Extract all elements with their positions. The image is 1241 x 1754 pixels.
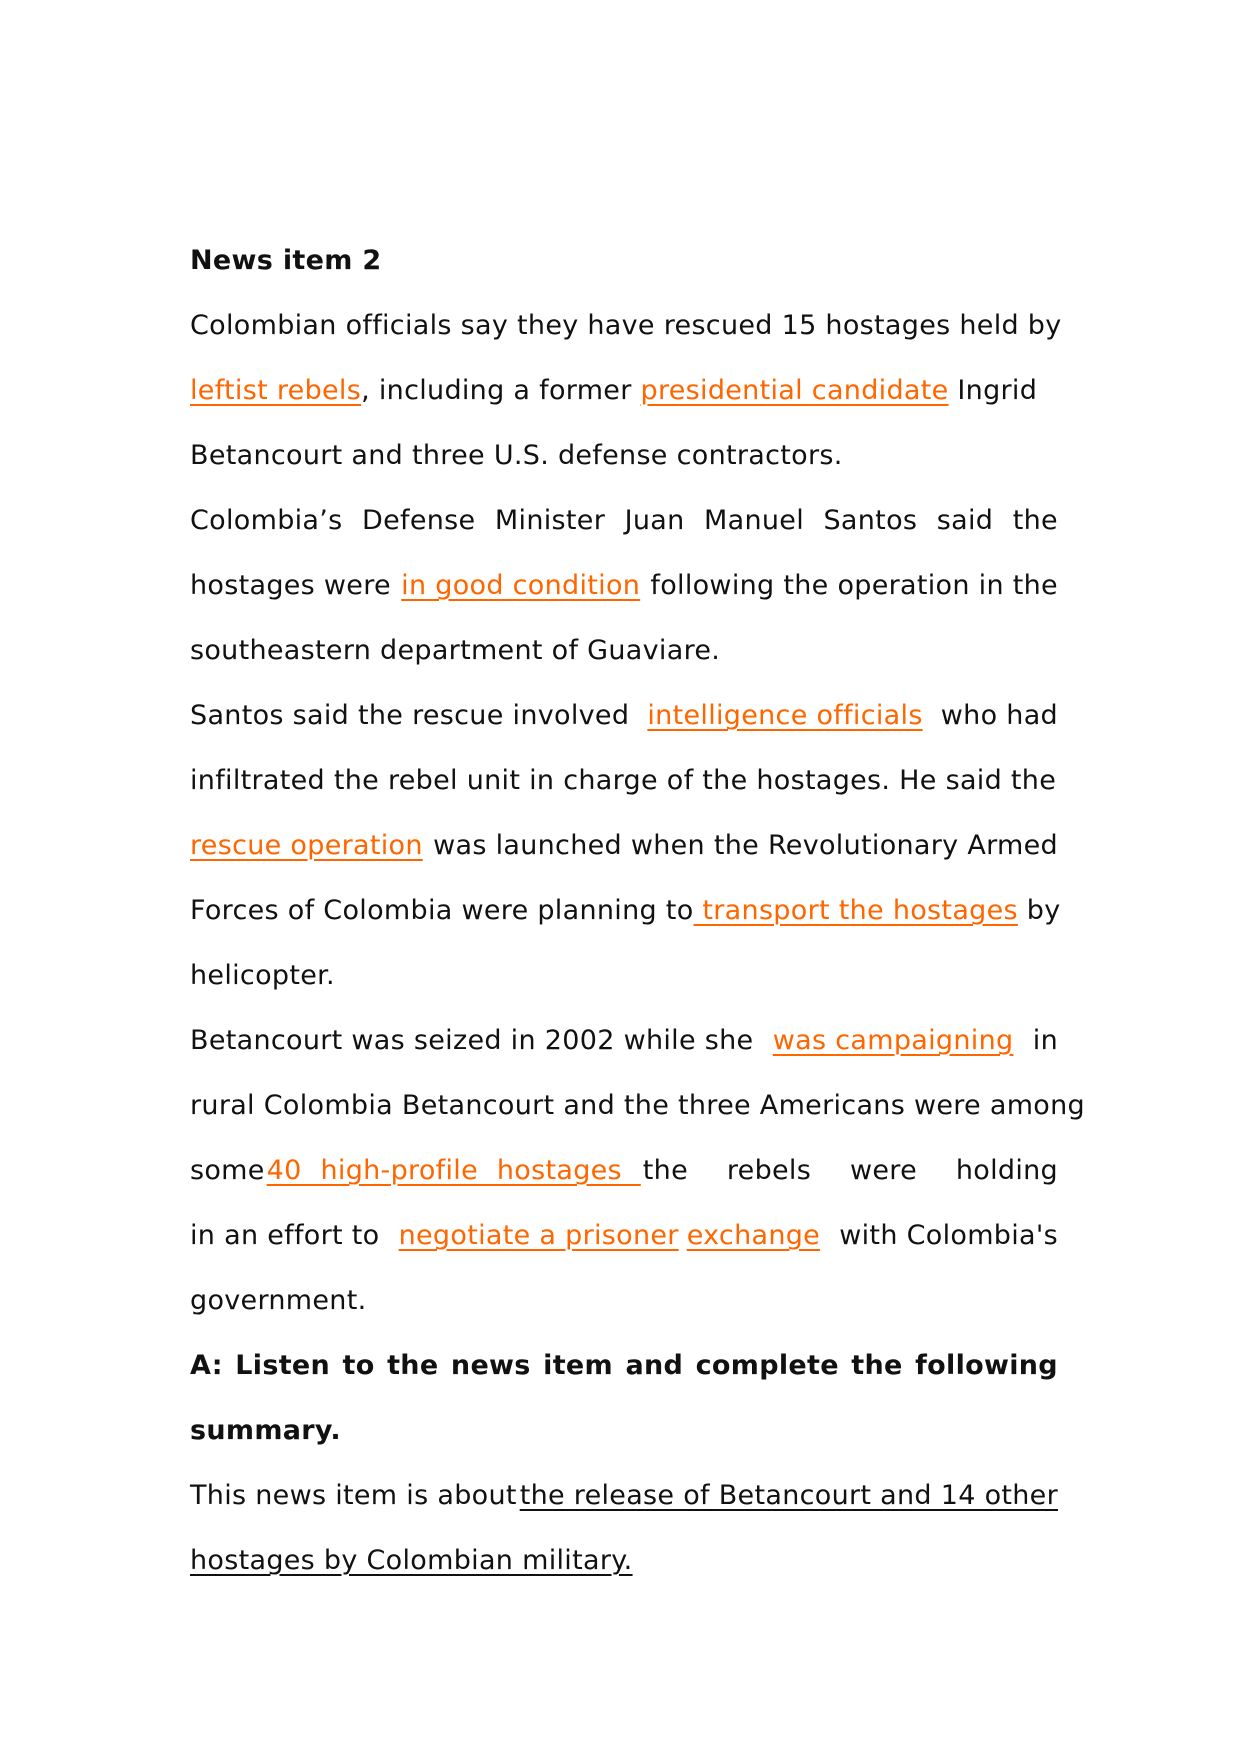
p2-word: Defense — [362, 505, 476, 536]
p2-word: Santos — [823, 505, 918, 536]
task-word: news — [450, 1350, 531, 1381]
highlight-40-high-profile-hostages: 40 high-profile hostages — [266, 1155, 641, 1186]
p4-line-3 — [190, 1138, 1058, 1203]
task-word: Listen — [235, 1350, 331, 1381]
p2-text: following the operation in the — [650, 570, 1058, 601]
p4-text: in — [1032, 1025, 1058, 1056]
p1-line-2 — [190, 358, 1058, 423]
p4-text: Betancourt was seized in 2002 while she — [190, 1025, 754, 1056]
p2-line-2 — [190, 553, 1058, 618]
p3-line-4 — [190, 878, 1061, 943]
highlight-was-campaigning: was campaigning — [772, 1025, 1014, 1056]
p3-line-2 — [190, 748, 1058, 813]
task-line-1 — [190, 1333, 1058, 1398]
p3-line-1 — [190, 683, 1058, 748]
task-word: the — [851, 1350, 903, 1381]
summary-answer: hostages by Colombian military. — [190, 1545, 633, 1576]
p1-text: Betancourt and three U.S. defense contractors. — [190, 440, 843, 471]
p3-text: infiltrated the rebel unit in charge of the hostages. He said the — [190, 765, 1057, 796]
p1-line-1 — [190, 293, 1062, 358]
p3-line-3 — [190, 813, 1058, 878]
p2-text: hostages were — [190, 570, 391, 601]
heading-text: News item 2 — [190, 245, 382, 276]
task-word: and — [625, 1350, 684, 1381]
p3-text: Santos said the rescue involved — [190, 700, 630, 731]
summary-line-1 — [190, 1463, 1058, 1528]
highlight-negotiate-a-prisoner: negotiate a prisoner — [398, 1220, 679, 1251]
task-line-2 — [190, 1398, 1058, 1463]
p2-text: southeastern department of Guaviare. — [190, 635, 721, 666]
task-word: the — [387, 1350, 439, 1381]
p2-line-1 — [190, 488, 1058, 553]
summary-answer: the release of Betancourt and 14 other — [519, 1480, 1058, 1511]
highlight-in-good-condition: in good condition — [401, 570, 641, 601]
document-page — [190, 228, 1085, 1593]
task-word: following — [915, 1350, 1058, 1381]
highlight-leftist-rebels: leftist rebels — [190, 375, 362, 406]
p4-line-1 — [190, 1008, 1058, 1073]
p1-text: Ingrid — [948, 375, 1038, 406]
highlight-presidential-candidate: presidential candidate — [640, 375, 949, 406]
task-word: item — [543, 1350, 613, 1381]
p1-text: Colombian officials say they have rescued 15 hostages held by — [190, 310, 1062, 341]
p3-text: was launched when the Revolutionary Armed — [433, 830, 1058, 861]
summary-text: This news item is about — [190, 1480, 517, 1511]
highlight-rescue-operation: rescue operation — [190, 830, 423, 861]
summary-line-2 — [190, 1528, 1058, 1593]
p4-text: some — [190, 1155, 265, 1186]
p4-text: in an effort to — [190, 1220, 380, 1251]
news-heading — [190, 228, 1058, 293]
p1-text: , including a former — [361, 375, 641, 406]
p2-word: said — [936, 505, 994, 536]
p1-line-3 — [190, 423, 1058, 488]
p4-line-4 — [190, 1203, 1058, 1268]
p4-text: government. — [190, 1285, 367, 1316]
p3-line-5 — [190, 943, 1058, 1008]
p4-text: with Colombia's — [839, 1220, 1058, 1251]
p3-text: by — [1017, 895, 1061, 926]
p4-text: rural Colombia Betancourt and the three Americans were among — [190, 1090, 1085, 1121]
p2-line-3 — [190, 618, 1058, 683]
p2-word: Manuel — [704, 505, 804, 536]
p2-word: Minister — [494, 505, 606, 536]
p4-text: the rebels were holding — [642, 1155, 1058, 1186]
p4-highlights — [399, 1203, 820, 1268]
p3-text: helicopter. — [190, 960, 335, 991]
p3-text: who had — [940, 700, 1058, 731]
task-text: summary. — [190, 1415, 341, 1446]
task-word: A: — [190, 1350, 223, 1381]
p4-line-5 — [190, 1268, 1058, 1333]
highlight-intelligence-officials: intelligence officials — [647, 700, 923, 731]
p2-word: Colombia’s — [190, 505, 343, 536]
highlight-exchange: exchange — [686, 1220, 821, 1251]
p4-line-2 — [190, 1073, 1085, 1138]
p3-text: Forces of Colombia were planning to — [190, 895, 694, 926]
p2-word: Juan — [624, 505, 685, 536]
task-word: to — [342, 1350, 375, 1381]
p2-word: the — [1012, 505, 1058, 536]
task-word: complete — [695, 1350, 839, 1381]
highlight-transport-the-hostages: transport the hostages — [693, 895, 1018, 926]
